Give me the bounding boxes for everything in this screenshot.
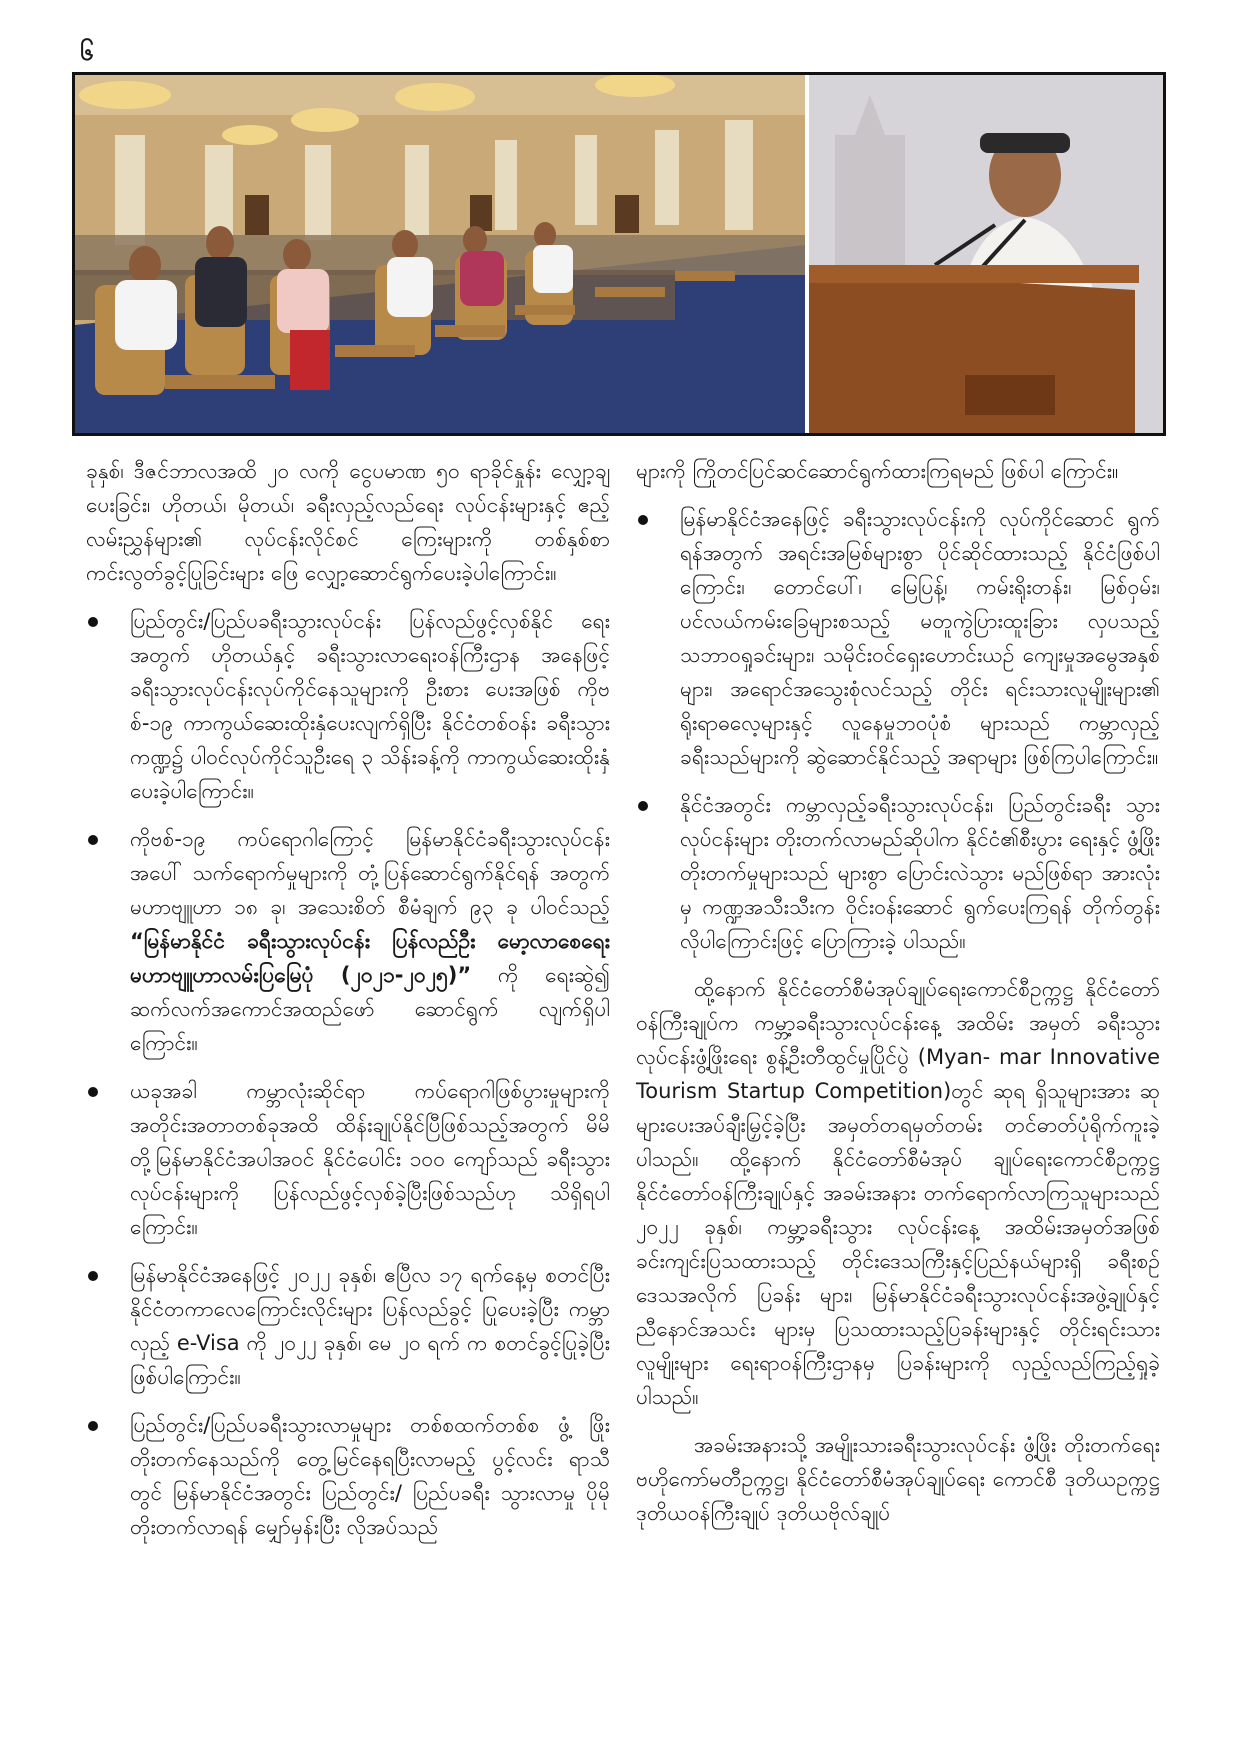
bullet-text: မြန်မာနိုင်ငံအနေဖြင့် ခရီးသွားလုပ်ငန်းကို လုပ်ကိုင်ဆောင် ရွက်ရန်အတွက် အရင်းအမြစ်များစွာ ပိုင်ဆိုင်ထားသည့် နိုင်ငံဖြစ်ပါကြောင်း၊ တောင်ပေါ်၊ မြေပြန့်၊ ကမ်းရိုးတန်း၊ မြစ်ဝှမ်း၊ ပင်လယ်ကမ်းခြေများစသည့် မတူကွဲပြားထူးခြား လှပသည့် သဘာဝရှုခင်းများ၊ သမိုင်းဝင်ရှေးဟောင်းယဉ် ကျေးမှုအမွေအနှစ်များ၊ အရောင်အသွေးစုံလင်သည့် တိုင်း ရင်းသားလူမျိုးများ၏ ရိုးရာဓလေ့များနှင့် လူနေမှုဘဝပုံစံ များသည် ကမ္ဘာလှည့်ခရီးသည်များကို ဆွဲဆောင်နိုင်သည့် အရာများ ဖြစ်ကြပါကြောင်း။: [680, 507, 1160, 769]
bullet-text: နိုင်ငံအတွင်း ကမ္ဘာလှည့်ခရီးသွားလုပ်ငန်း၊ ပြည်တွင်းခရီး သွားလုပ်ငန်းများ တိုးတက်လာမည်ဆိုပါက နိုင်ငံ၏စီးပွား ရေးနှင့် ဖွံ့ဖြိုးတိုးတက်မှုများသည် များစွာ ပြောင်းလဲသွား မည်ဖြစ်ရာ အားလုံးမှ ကဏ္ဍအသီးသီးက ဝိုင်းဝန်းဆောင် ရွက်ပေးကြရန် တိုက်တွန်းလိုပါကြောင်းဖြင့် ပြောကြားခဲ့ ပါသည်။: [680, 793, 1160, 953]
bullet-item: [86, 1258, 610, 1394]
bullet-text-before: ကိုဗစ်-၁၉ ကပ်ရောဂါကြောင့် မြန်မာနိုင်ငံခရီးသွားလုပ်ငန်း အပေါ် သက်ရောက်မှုများကို တုံ့ပြန်ဆောင်ရွက်နိုင်ရန် အတွက် မဟာဗျူဟာ ၁၈ ခု၊ အသေးစိတ် စီမံချက် ၉၃ ခု ပါဝင်သည့်: [130, 827, 610, 919]
page-number: ၆: [80, 38, 94, 66]
speaker-photo: [809, 75, 1163, 433]
bullet-icon: [88, 1087, 98, 1097]
bullet-item: [636, 502, 1160, 774]
bullet-text: မြန်မာနိုင်ငံအနေဖြင့် ၂၀၂၂ ခုနှစ်၊ ဧပြီလ ၁၇ ရက်နေ့မှ စတင်ပြီး နိုင်ငံတကာလေကြောင်းလိုင်းများ ပြန်လည်ခွင့် ပြုပေးခဲ့ပြီး ကမ္ဘာလှည့် e-Visa ကို ၂၀၂၂ ခုနှစ်၊ မေ ၂၀ ရက် က စတင်ခွင့်ပြုခဲ့ပြီးဖြစ်ပါကြောင်း။: [130, 1263, 610, 1389]
photo-strip: [72, 72, 1166, 436]
bullet-icon: [88, 617, 98, 627]
bullet-text: ပြည်တွင်း/ပြည်ပခရီးသွားလုပ်ငန်း ပြန်လည်ဖွင့်လှစ်နိုင် ရေးအတွက် ဟိုတယ်နှင့် ခရီးသွားလာရေးဝန်ကြီးဌာန အနေဖြင့် ခရီးသွားလုပ်ငန်းလုပ်ကိုင်နေသူများကို ဦးစား ပေးအဖြစ် ကိုဗစ်-၁၉ ကာကွယ်ဆေးထိုးနှံပေးလျက်ရှိပြီး နိုင်ငံတစ်ဝန်း ခရီးသွားကဏ္ဍ၌ ပါဝင်လုပ်ကိုင်သူဦးရေ ၃ သိန်းခန့်ကို ကာကွယ်ဆေးထိုးနှံပေးခဲ့ပါကြောင်း။: [130, 609, 610, 803]
body-paragraph: အခမ်းအနားသို့ အမျိုးသားခရီးသွားလုပ်ငန်း ဖွံ့ဖြိုး တိုးတက်ရေးဗဟိုကော်မတီဥက္ကဋ္ဌ၊ နိုင်ငံတော်စီမံအုပ်ချုပ်ရေး ကောင်စီ ဒုတိယဥက္ကဋ္ဌ ဒုတိယဝန်ကြီးချုပ် ဒုတိယဗိုလ်ချုပ်: [636, 1433, 1160, 1525]
bullet-icon: [88, 835, 98, 845]
roadmap-title: “မြန်မာနိုင်ငံ ခရီးသွားလုပ်ငန်း ပြန်လည်ဦး မော့လာစေရေး မဟာဗျူဟာလမ်းပြမြေပုံ (၂၀၂၁-၂၀၂၅)”: [130, 929, 610, 987]
bullet-text-after: ကို ရေးဆွဲ၍ ဆက်လက်အကောင်အထည်ဖော် ဆောင်ရွက် လျက်ရှိပါကြောင်း။: [130, 963, 610, 1055]
bullet-icon: [88, 1271, 98, 1281]
left-intro-paragraph: ခုနှစ်၊ ဒီဇင်ဘာလအထိ ၂၀ လကို ငွေပမာဏ ၅၀ ရာခိုင်နှုန်း လျှော့ချပေးခြင်း၊ ဟိုတယ်၊ မိုတယ်၊ ခရီးလှည့်လည်ရေး လုပ်ငန်းများနှင့် ဧည့်လမ်းညွှန်များ၏ လုပ်ငန်းလိုင်စင် ကြေးများကို တစ်နှစ်စာ ကင်းလွတ်ခွင့်ပြုခြင်းများ ဖြေ လျှော့ဆောင်ရွက်ပေးခဲ့ပါကြောင်း။: [86, 459, 610, 585]
bullet-icon: [638, 515, 648, 525]
bullet-text: ယခုအခါ ကမ္ဘာလုံးဆိုင်ရာ ကပ်ရောဂါဖြစ်ပွားမှုများကို အတိုင်းအတာတစ်ခုအထိ ထိန်းချုပ်နိုင်ပြီဖြစ်သည့်အတွက် မိမိတို့မြန်မာနိုင်ငံအပါအဝင် နိုင်ငံပေါင်း ၁၀၀ ကျော်သည် ခရီးသွားလုပ်ငန်းများကို ပြန်လည်ဖွင့်လှစ်ခဲ့ပြီးဖြစ်သည်ဟု သိရှိရပါကြောင်း။: [130, 1079, 610, 1239]
body-paragraph: ထို့နောက် နိုင်ငံတော်စီမံအုပ်ချုပ်ရေးကောင်စီဥက္ကဋ္ဌ နိုင်ငံတော်ဝန်ကြီးချုပ်က ကမ္ဘာ့ခရီးသွားလုပ်ငန်းနေ့ အထိမ်း အမှတ် ခရီးသွားလုပ်ငန်းဖွံ့ဖြိုးရေး စွန့်ဦးတီထွင်မှုပြိုင်ပွဲ (Myan- mar Innovative Tourism Startup Competition)တွင် ဆုရ ရှိသူများအား ဆုများပေးအပ်ချီးမြှင့်ခဲ့ပြီး အမှတ်တရမှတ်တမ်း တင်ဓာတ်ပုံရိုက်ကူးခဲ့ပါသည်။ ထို့နောက် နိုင်ငံတော်စီမံအုပ် ချုပ်ရေးကောင်စီဥက္ကဋ္ဌ နိုင်ငံတော်ဝန်ကြီးချုပ်နှင့် အခမ်းအနား တက်ရောက်လာကြသူများသည် ၂၀၂၂ ခုနှစ်၊ ကမ္ဘာ့ခရီးသွား လုပ်ငန်းနေ့ အထိမ်းအမှတ်အဖြစ် ခင်းကျင်းပြသထားသည့် တိုင်းဒေသကြီးနှင့်ပြည်နယ်များရှိ ခရီးစဉ်ဒေသအလိုက် ပြခန်း များ၊ မြန်မာနိုင်ငံခရီးသွားလုပ်ငန်းအဖွဲ့ချုပ်နှင့် ညီနောင်အသင်း များမှ ပြသထားသည့်ပြခန်းများနှင့် တိုင်းရင်းသားလူမျိုးများ ရေးရာဝန်ကြီးဌာနမှ ပြခန်းများကို လှည့်လည်ကြည့်ရှုခဲ့ပါသည်။: [636, 977, 1160, 1409]
bullet-item: [86, 604, 610, 808]
audience-photo: [75, 75, 805, 433]
bullet-item: [86, 822, 610, 1060]
bullet-item: [86, 1074, 610, 1244]
right-column: [636, 454, 1160, 1544]
bullet-text: ပြည်တွင်း/ပြည်ပခရီးသွားလာမှုများ တစ်စထက်တစ်စ ဖွံ့ ဖြိုးတိုးတက်နေသည်ကို တွေ့မြင်နေရပြီးလာမည့် ပွင့်လင်း ရာသီတွင် မြန်မာနိုင်ငံအတွင်း ပြည်တွင်း/ ပြည်ပခရီး သွားလာမှု ပိုမိုတိုးတက်လာရန် မျှော်မှန်းပြီး လိုအပ်သည်: [130, 1413, 610, 1539]
bullet-icon: [88, 1421, 98, 1431]
photo-collage: [75, 75, 1163, 433]
bullet-item: [636, 788, 1160, 958]
bullet-item: [86, 1408, 610, 1544]
bullet-icon: [638, 801, 648, 811]
left-column: [86, 454, 610, 1558]
right-continuation-paragraph: များကို ကြိုတင်ပြင်ဆင်ဆောင်ရွက်ထားကြရမည် ဖြစ်ပါ ကြောင်း။: [636, 459, 1119, 483]
